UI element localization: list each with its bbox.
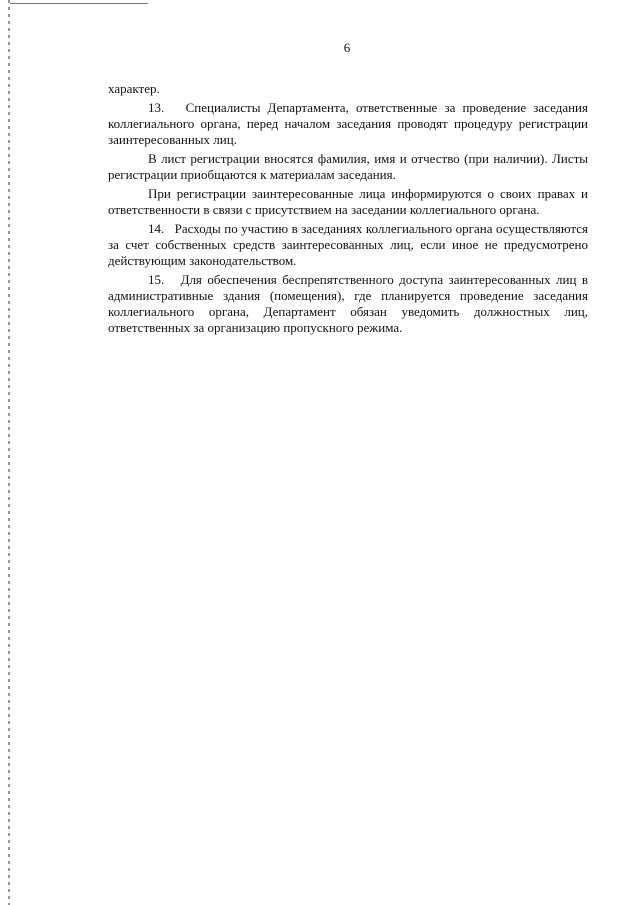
paragraph-registration-list: В лист регистрации вносятся фамилия, имя и отчество (при наличии). Листы регистрации приобщаются к материалам заседания. (108, 151, 588, 182)
paragraph-item-13: 13. Специалисты Департамента, ответственные за проведение заседания коллегиального органа, перед началом заседания проводят процедуру регистрации заинтересованных лиц. (108, 100, 588, 147)
body-text (108, 81, 588, 339)
page-number: 6 (343, 40, 351, 55)
scan-edge-artifact (8, 0, 10, 905)
paragraph-rights-info: При регистрации заинтересованные лица информируются о своих правах и ответственности в связи с присутствием на заседании коллегиального органа. (108, 186, 588, 217)
paragraph-item-15: 15. Для обеспечения беспрепятственного доступа заинтересованных лиц в административные здания (помещения), где планируется проведение заседания коллегиального органа, Департамент обязан уведомить должностных лиц, ответственных за организацию пропускного режима. (108, 272, 588, 335)
paragraph-continuation: характер. (108, 81, 160, 96)
paragraph-item-14: 14. Расходы по участию в заседаниях коллегиального органа осуществляются за счет собственных средств заинтересованных лиц, если иное не предусмотрено действующим законодательством. (108, 221, 588, 268)
scan-top-artifact (10, 3, 148, 4)
